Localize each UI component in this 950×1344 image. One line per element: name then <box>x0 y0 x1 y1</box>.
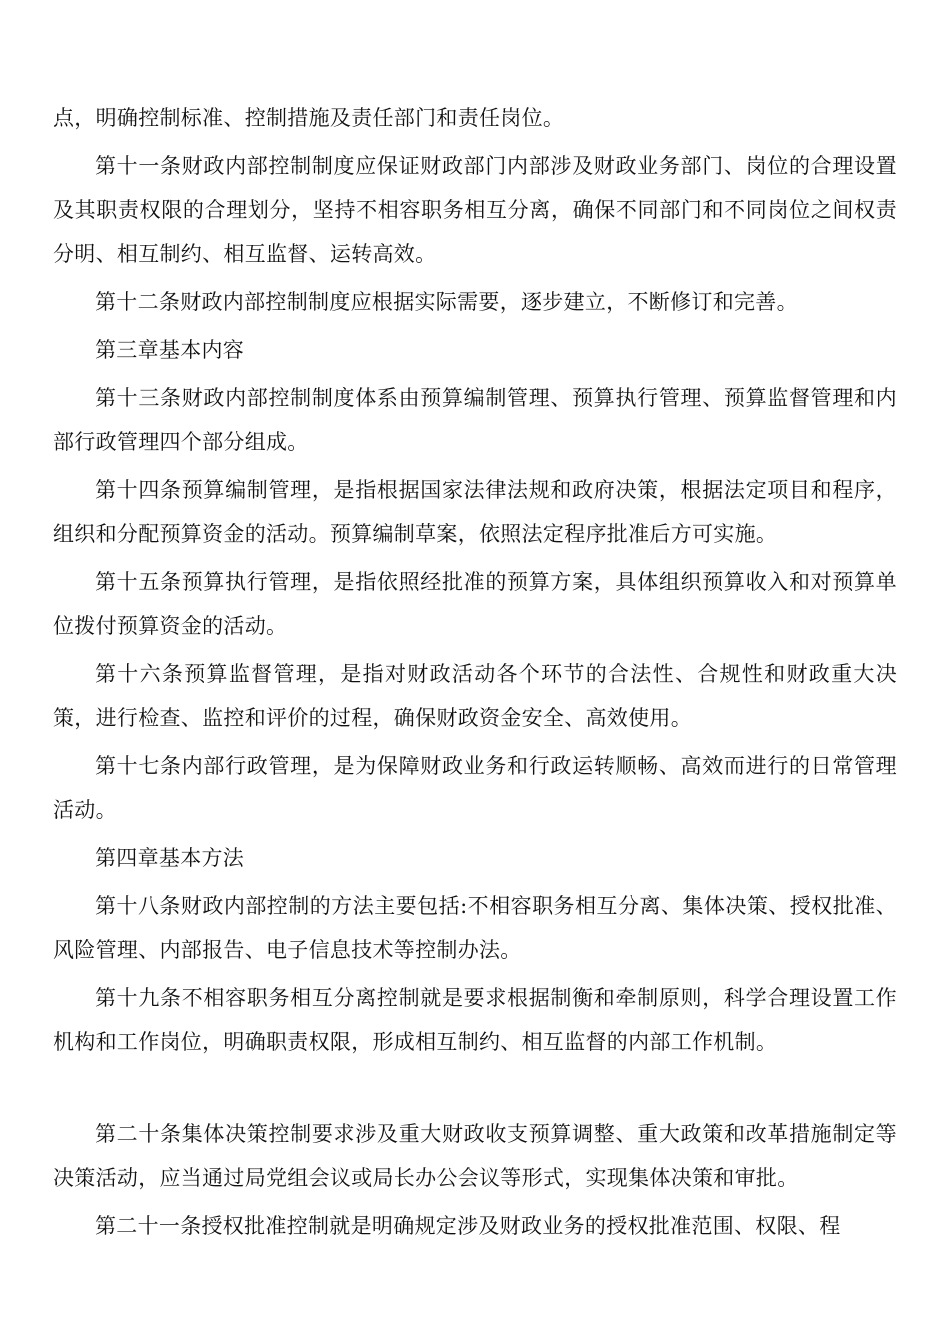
article-18: 第十八条财政内部控制的方法主要包括:不相容职务相互分离、集体决策、授权批准、风险管理、内部报告、电子信息技术等控制办法。 <box>53 894 897 962</box>
article-13: 第十三条财政内部控制制度体系由预算编制管理、预算执行管理、预算监督管理和内部行政管理四个部分组成。 <box>53 386 897 454</box>
article-20: 第二十条集体决策控制要求涉及重大财政收支预算调整、重大政策和改革措施制定等决策活动，应当通过局党组会议或局长办公会议等形式，实现集体决策和审批。 <box>53 1122 897 1190</box>
article-16: 第十六条预算监督管理，是指对财政活动各个环节的合法性、合规性和财政重大决策，进行检查、监控和评价的过程，确保财政资金安全、高效使用。 <box>53 662 897 730</box>
article-12: 第十二条财政内部控制制度应根据实际需要，逐步建立，不断修订和完善。 <box>95 290 798 314</box>
paragraph-continuation: 点，明确控制标准、控制措施及责任部门和责任岗位。 <box>53 106 565 130</box>
article-14: 第十四条预算编制管理，是指根据国家法律法规和政府决策，根据法定项目和程序，组织和分配预算资金的活动。预算编制草案，依照法定程序批准后方可实施。 <box>53 478 897 546</box>
article-11: 第十一条财政内部控制制度应保证财政部门内部涉及财政业务部门、岗位的合理设置及其职责权限的合理划分，坚持不相容职务相互分离，确保不同部门和不同岗位之间权责分明、相互制约、相互监督、运转高效。 <box>53 154 897 266</box>
chapter-4-heading: 第四章基本方法 <box>95 846 245 870</box>
document-body <box>53 96 897 1248</box>
article-21: 第二十一条授权批准控制就是明确规定涉及财政业务的授权批准范围、权限、程 <box>95 1214 841 1238</box>
chapter-3-heading: 第三章基本内容 <box>95 338 245 362</box>
paragraph-spacer-large <box>53 1064 897 1112</box>
article-17: 第十七条内部行政管理，是为保障财政业务和行政运转顺畅、高效而进行的日常管理活动。 <box>53 754 897 822</box>
article-15: 第十五条预算执行管理，是指依照经批准的预算方案，具体组织预算收入和对预算单位拨付预算资金的活动。 <box>53 570 897 638</box>
article-19: 第十九条不相容职务相互分离控制就是要求根据制衡和牵制原则，科学合理设置工作机构和工作岗位，明确职责权限，形成相互制约、相互监督的内部工作机制。 <box>53 986 897 1054</box>
